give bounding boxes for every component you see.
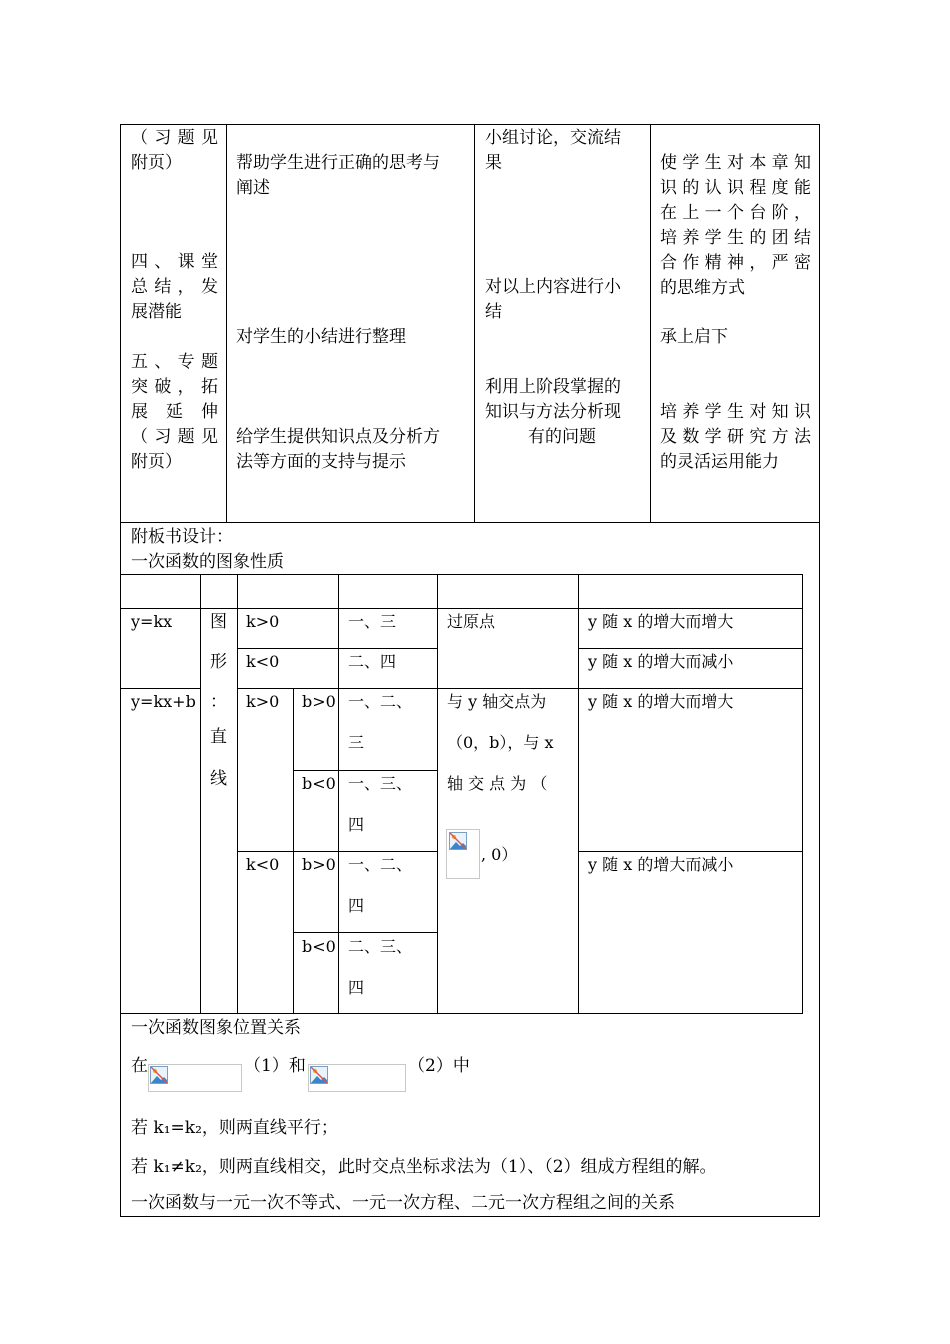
design-intent-3c: 的灵活运用能力 <box>660 452 779 472</box>
cell-shape-2: 形 <box>210 652 227 672</box>
design-intent-3: 培养学生对知识 <box>660 402 811 422</box>
cell-b-neg-b: b<0 <box>302 937 336 956</box>
upper-col-divider-3 <box>650 124 651 523</box>
section-4-title-3: 展潜能 <box>131 302 182 322</box>
cell-intercepts-2: （0，b），与 x <box>447 733 554 752</box>
design-intent-1f: 的思维方式 <box>660 278 745 298</box>
student-activity-3b: 知识与方法分析现 <box>485 402 621 422</box>
student-activity-1b: 果 <box>485 153 502 173</box>
cell-decreasing-a: y 随 x 的增大而减小 <box>588 652 734 671</box>
broken-image-icon <box>150 1066 168 1084</box>
teacher-activity-1: 帮助学生进行正确的思考与 <box>236 153 440 173</box>
cell-quadrants-134: 一、三、 <box>348 774 413 793</box>
student-activity-2: 对以上内容进行小 <box>485 277 621 297</box>
cell-b-pos-a: b>0 <box>302 692 336 711</box>
equation-1-marker: （1）和 <box>244 1056 306 1076</box>
cell-quadrants-123: 一、二、 <box>348 692 413 711</box>
cell-quadrants-234b: 四 <box>348 978 365 997</box>
section-5-title-3: 展 延 伸 <box>131 402 218 422</box>
student-activity-1: 小组讨论，交流结 <box>485 128 621 148</box>
design-intent-1: 使学生对本章知 <box>660 153 811 173</box>
broken-image-icon <box>449 832 467 850</box>
equation-2-image <box>308 1064 406 1092</box>
cell-b-pos-b: b>0 <box>302 855 336 874</box>
student-activity-3: 利用上阶段掌握的 <box>485 377 621 397</box>
cell-shape-4: 直 <box>210 727 227 747</box>
board-subheading: 一次函数的图象性质 <box>131 552 284 572</box>
cell-shape-3: ： <box>210 692 227 712</box>
frame-left <box>120 124 121 1217</box>
relation-summary: 一次函数与一元一次不等式、一元一次方程、二元一次方程组之间的关系 <box>131 1193 675 1213</box>
cell-quadrants-134b: 四 <box>348 815 365 834</box>
cell-quadrants-13: 一、三 <box>348 612 397 631</box>
design-intent-1c: 在上一个台阶， <box>660 203 811 223</box>
frame-bottom <box>120 1216 820 1217</box>
cell-intercepts-3: 轴 交 点 为 （ <box>447 774 548 793</box>
design-intent-1b: 识的认识程度能 <box>660 178 811 198</box>
cell-ykxb: y=kx+b <box>131 692 196 711</box>
exercise-note-2: 附页） <box>131 153 182 173</box>
section-4-title: 四、课堂 <box>131 252 218 272</box>
cell-k-pos-b: k>0 <box>246 692 280 711</box>
frame-right <box>819 124 820 1217</box>
cell-k-neg-b: k<0 <box>246 855 280 874</box>
frame-top <box>120 124 820 125</box>
equation-1-image <box>148 1064 242 1092</box>
student-activity-2b: 结 <box>485 302 502 322</box>
cell-shape-1: 图 <box>210 612 227 632</box>
cell-quadrants-124b: 四 <box>348 896 365 915</box>
cell-increasing-b: y 随 x 的增大而增大 <box>588 692 734 711</box>
cell-b-neg-a: b<0 <box>302 774 336 793</box>
cell-quadrants-124: 一、二、 <box>348 855 413 874</box>
design-intent-1d: 培养学生的团结 <box>660 228 811 248</box>
teacher-activity-1b: 阐述 <box>236 178 270 198</box>
cell-k-neg-a: k<0 <box>246 652 280 671</box>
formula-image-placeholder <box>446 829 480 879</box>
equation-2-marker: （2）中 <box>408 1056 470 1076</box>
cell-quadrants-234: 二、三、 <box>348 937 413 956</box>
teacher-activity-3b: 法等方面的支持与提示 <box>236 452 406 472</box>
upper-col-divider-1 <box>226 124 227 523</box>
student-activity-3c: 有的问题 <box>528 427 596 447</box>
section-5-title: 五、专题 <box>131 352 218 372</box>
upper-col-divider-2 <box>474 124 475 523</box>
in-label: 在 <box>131 1056 148 1076</box>
broken-image-icon <box>310 1066 328 1084</box>
cell-shape-5: 线 <box>210 769 227 789</box>
position-title: 一次函数图象位置关系 <box>131 1018 301 1038</box>
section-5-note: （习题见 <box>131 427 218 447</box>
design-intent-3b: 及数学研究方法 <box>660 427 811 447</box>
cell-intercepts: 与 y 轴交点为 <box>447 692 547 711</box>
cell-decreasing-b: y 随 x 的增大而减小 <box>588 855 734 874</box>
cell-increasing-a: y 随 x 的增大而增大 <box>588 612 734 631</box>
upper-bottom-rule <box>120 522 820 523</box>
cell-quadrants-24: 二、四 <box>348 652 397 671</box>
board-heading: 附板书设计： <box>131 527 233 547</box>
cell-quadrants-123b: 三 <box>348 733 365 752</box>
teacher-activity-3: 给学生提供知识点及分析方 <box>236 427 440 447</box>
exercise-note: （习题见 <box>131 128 218 148</box>
design-intent-2: 承上启下 <box>660 327 728 347</box>
design-intent-1e: 合作精神，严密 <box>660 253 811 273</box>
cell-ykx: y=kx <box>131 612 173 631</box>
cell-through-origin: 过原点 <box>447 612 496 631</box>
teacher-activity-2: 对学生的小结进行整理 <box>236 327 406 347</box>
section-4-title-2: 总结，发 <box>131 277 218 297</box>
section-5-note-2: 附页） <box>131 452 182 472</box>
section-5-title-2: 突破，拓 <box>131 377 218 397</box>
cell-k-pos-a: k>0 <box>246 612 280 631</box>
cell-intercepts-4: , 0） <box>481 845 518 864</box>
intersect-condition: 若 k₁≠k₂，则两直线相交，此时交点坐标求法为（1）、（2）组成方程组的解。 <box>131 1157 717 1177</box>
parallel-condition: 若 k₁=k₂，则两直线平行； <box>131 1118 338 1138</box>
